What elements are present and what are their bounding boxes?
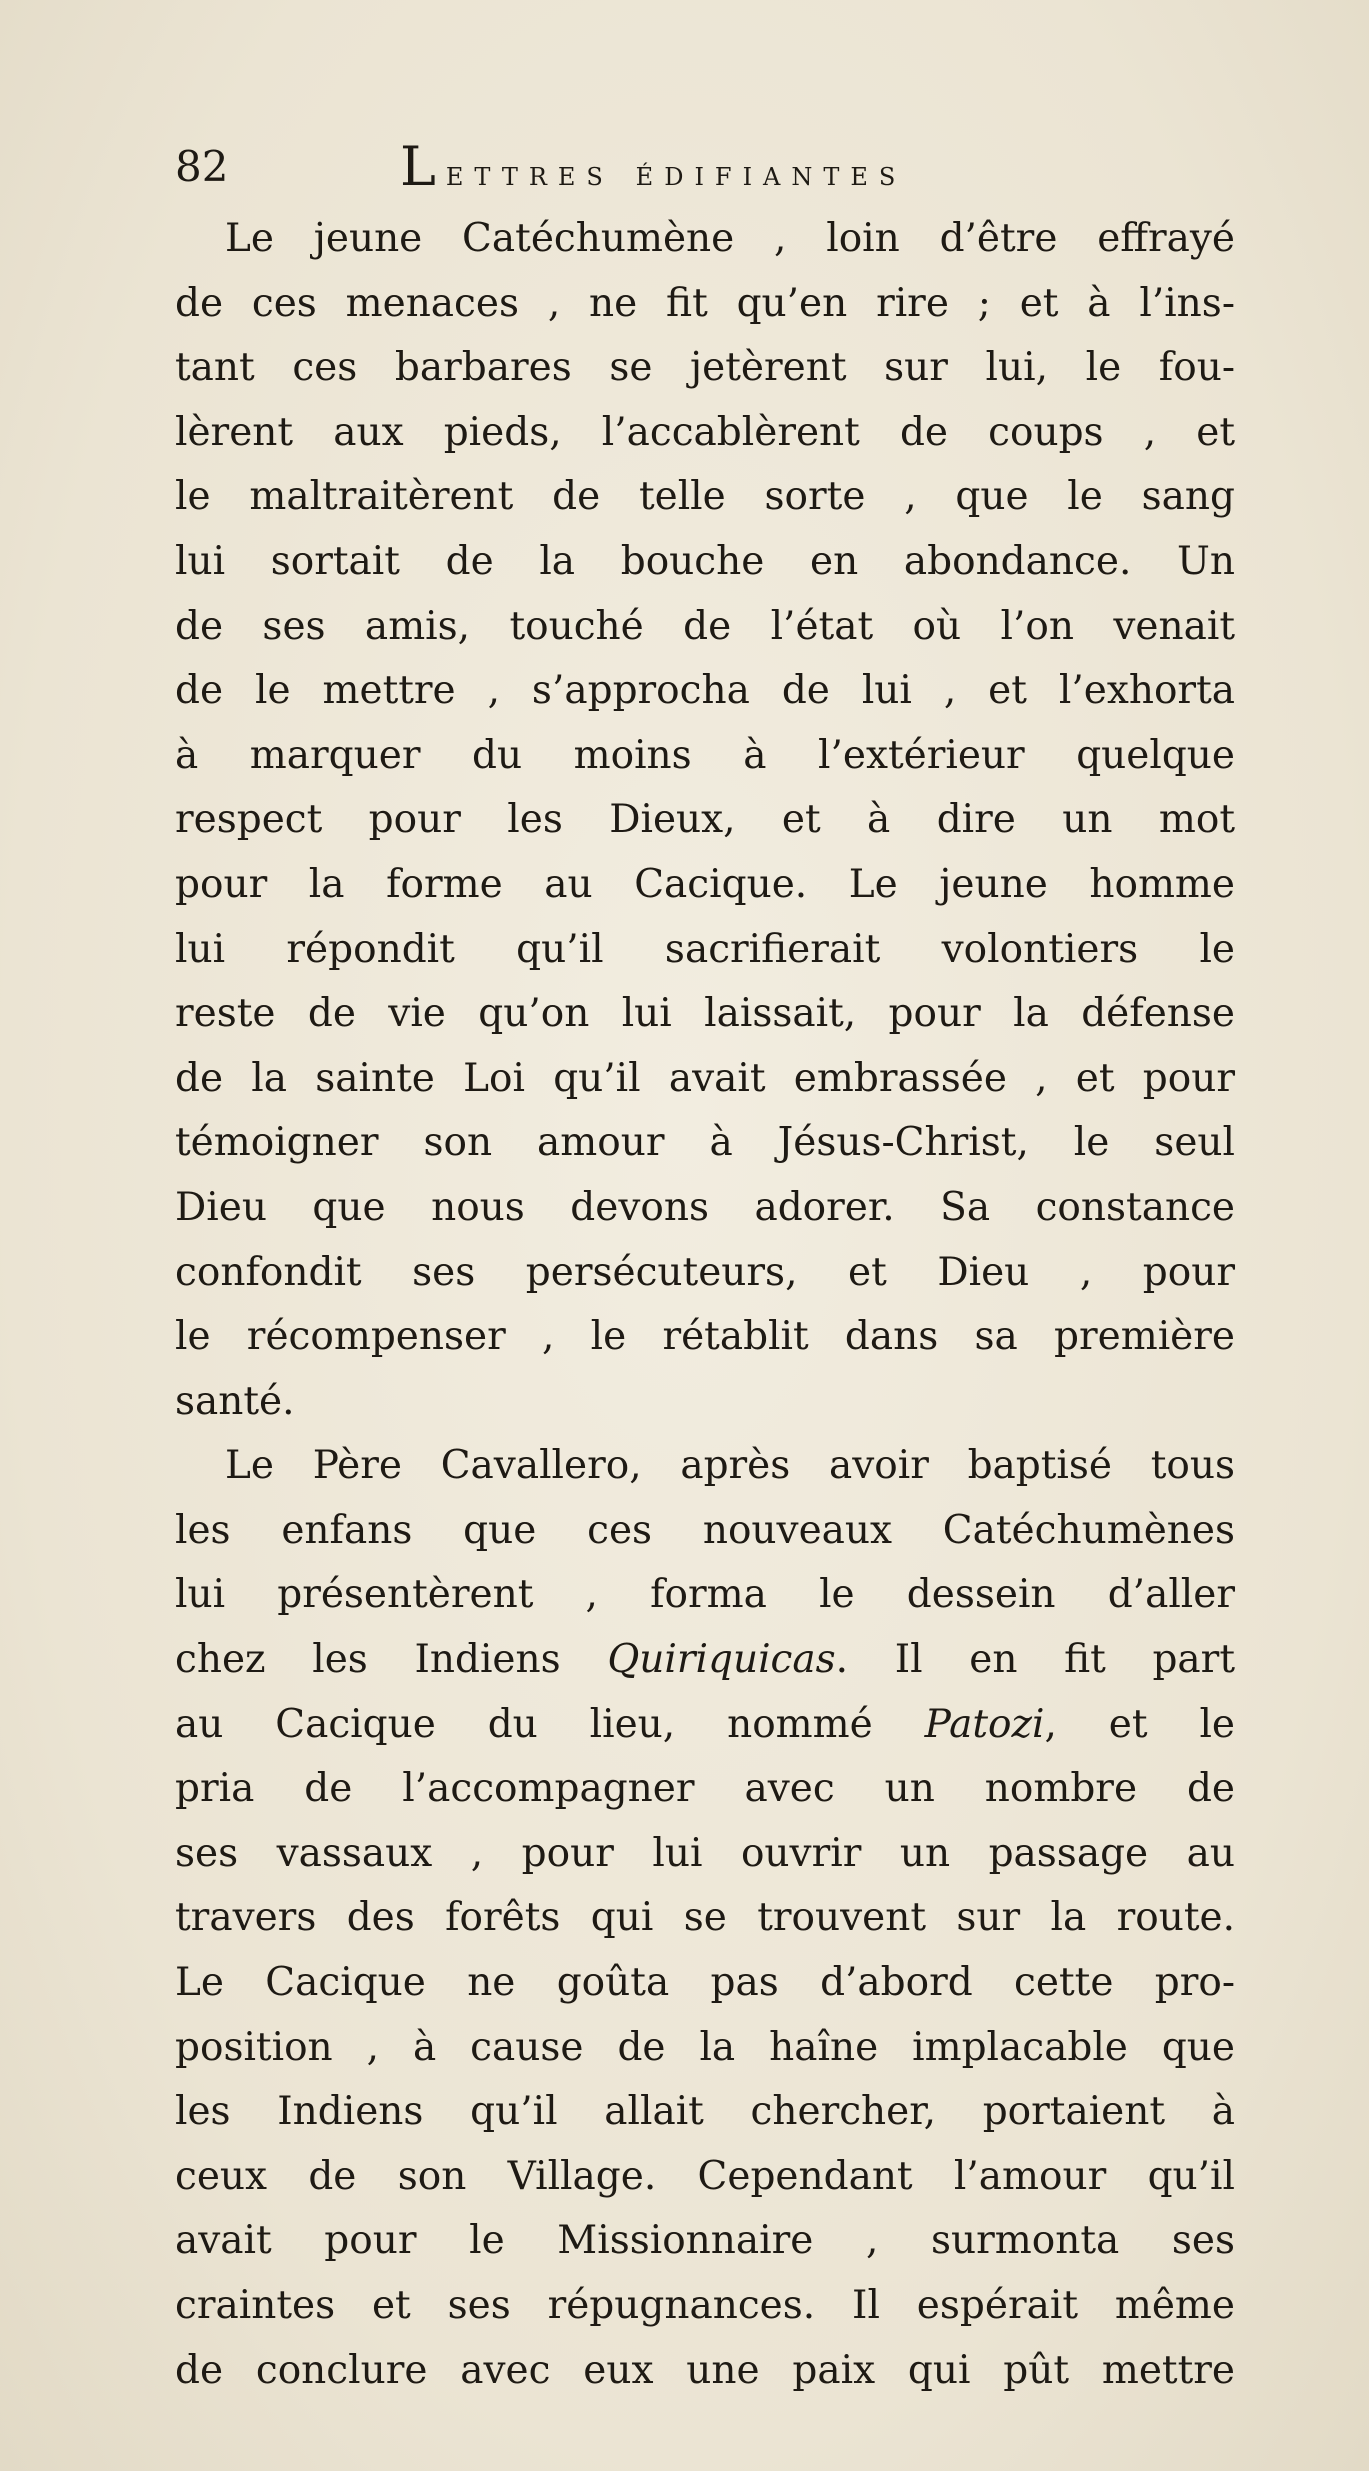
running-title: [400, 132, 906, 209]
text-line: [175, 1305, 1235, 1370]
text-segment: travers des forêts qui se trouvent sur la route.: [175, 1895, 1235, 1941]
body-text: [175, 207, 1235, 2403]
text-segment: le maltraitèrent de telle sorte , que le sang: [175, 474, 1235, 520]
text-line: [175, 982, 1235, 1047]
text-line: [175, 272, 1235, 337]
text-segment: avait pour le Missionnaire , surmonta ses: [175, 2218, 1235, 2264]
text-line: [175, 465, 1235, 530]
text-line: [175, 595, 1235, 660]
text-line: [175, 2209, 1235, 2274]
text-line: [175, 1370, 1235, 1435]
text-line: [175, 788, 1235, 853]
text-line: [175, 401, 1235, 466]
text-line: [175, 853, 1235, 918]
running-title-rest: ettres édifiantes: [445, 154, 907, 194]
text-segment: témoigner son amour à Jésus-Christ, le seul: [175, 1120, 1235, 1166]
text-line: [175, 207, 1235, 272]
page-header: [175, 132, 1235, 202]
text-line: [175, 1241, 1235, 1306]
text-segment: ses vassaux , pour lui ouvrir un passage au: [175, 1830, 1235, 1876]
text-segment: de la sainte Loi qu’il avait embrassée , et pour: [175, 1055, 1235, 1101]
text-line: [175, 1499, 1235, 1564]
text-segment: de ses amis, touché de l’état où l’on venait: [175, 603, 1235, 649]
text-line: [175, 1822, 1235, 1887]
text-line: [175, 2080, 1235, 2145]
text-segment: lui présentèrent , forma le dessein d’aller: [175, 1572, 1235, 1618]
running-title-initial: L: [400, 135, 446, 198]
text-line: [175, 2145, 1235, 2210]
text-line: [175, 1111, 1235, 1176]
text-segment: le récompenser , le rétablit dans sa première: [175, 1314, 1235, 1360]
text-line: [175, 1757, 1235, 1822]
text-line: [175, 2339, 1235, 2404]
text-segment: santé.: [175, 1378, 295, 1424]
text-line: [175, 1886, 1235, 1951]
text-line: [175, 2016, 1235, 2081]
text-line: [175, 1434, 1235, 1499]
text-line: [175, 724, 1235, 789]
text-segment: , et le: [1044, 1701, 1235, 1747]
text-segment: pria de l’accompagner avec un nombre de: [175, 1766, 1235, 1812]
text-segment: à marquer du moins à l’extérieur quelque: [175, 732, 1235, 778]
text-segment: respect pour les Dieux, et à dire un mot: [175, 797, 1235, 843]
text-segment: Le jeune Catéchumène , loin d’être effrayé: [225, 216, 1235, 261]
text-segment: position , à cause de la haîne implacable que: [175, 2024, 1235, 2070]
text-line: [175, 1693, 1235, 1758]
text-line: [175, 336, 1235, 401]
text-line: [175, 1951, 1235, 2016]
italic-proper-name: Patozi: [924, 1701, 1045, 1747]
text-segment: lèrent aux pieds, l’accablèrent de coups , et: [175, 409, 1235, 455]
text-segment: chez les Indiens: [175, 1637, 608, 1683]
text-segment: les Indiens qu’il allait chercher, portaient à: [175, 2089, 1235, 2135]
text-segment: au Cacique du lieu, nommé: [175, 1701, 925, 1747]
italic-proper-name: Quiriquicas: [607, 1637, 836, 1683]
text-line: [175, 1047, 1235, 1112]
text-segment: Dieu que nous devons adorer. Sa constance: [175, 1184, 1235, 1230]
text-line: [175, 918, 1235, 983]
page-number: 82: [175, 142, 229, 191]
text-segment: confondit ses persécuteurs, et Dieu , pour: [175, 1249, 1235, 1295]
text-segment: reste de vie qu’on lui laissait, pour la défense: [175, 991, 1235, 1037]
text-line: [175, 530, 1235, 595]
text-segment: . Il en fit part: [835, 1637, 1235, 1683]
text-segment: les enfans que ces nouveaux Catéchumènes: [175, 1507, 1235, 1553]
text-line: [175, 1176, 1235, 1241]
text-segment: de le mettre , s’approcha de lui , et l’exhorta: [175, 668, 1235, 714]
text-segment: de conclure avec eux une paix qui pût mettre: [175, 2347, 1235, 2393]
text-line: [175, 1563, 1235, 1628]
text-segment: ceux de son Village. Cependant l’amour qu’il: [175, 2153, 1235, 2199]
text-segment: lui répondit qu’il sacrifierait volontiers le: [175, 926, 1235, 972]
text-line: [175, 659, 1235, 724]
text-segment: de ces menaces , ne fit qu’en rire ; et à l’ins-: [175, 280, 1235, 326]
text-segment: lui sortait de la bouche en abondance. Un: [175, 538, 1235, 584]
text-segment: tant ces barbares se jetèrent sur lui, le fou-: [175, 345, 1235, 391]
text-line: [175, 2274, 1235, 2339]
text-segment: craintes et ses répugnances. Il espérait même: [175, 2283, 1235, 2328]
text-segment: Le Cacique ne goûta pas d’abord cette pro-: [175, 1960, 1235, 2006]
text-segment: Le Père Cavallero, après avoir baptisé tous: [225, 1443, 1235, 1489]
text-segment: pour la forme au Cacique. Le jeune homme: [175, 861, 1235, 907]
text-line: [175, 1628, 1235, 1693]
